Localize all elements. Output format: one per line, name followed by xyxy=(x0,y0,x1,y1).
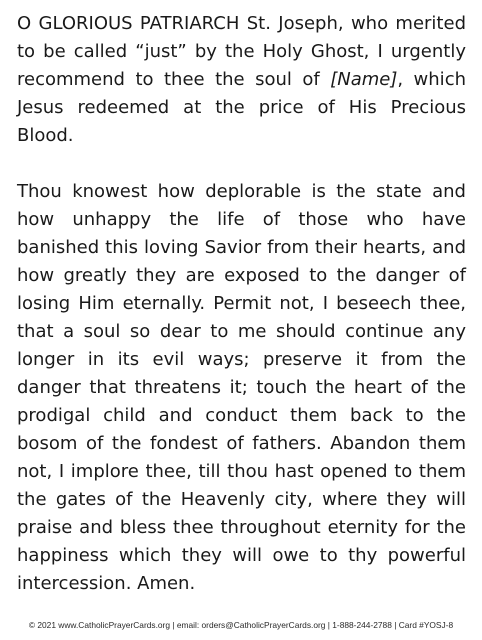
name-placeholder: [Name] xyxy=(330,69,398,90)
prayer-paragraph-1 xyxy=(17,10,466,150)
prayer-body xyxy=(17,10,466,598)
prayer-text-after-name: , which Jesus redeemed at the price of His Precious Blood. xyxy=(17,69,466,146)
prayer-paragraph-2: Thou knowest how deplorable is the state and how unhappy the life of those who have banished this loving Savior from their hearts, and how greatly they are exposed to the danger of losing Him eternally. Permit not, I beseech thee, that a soul so dear to me should continue any longer in its evil ways; preserve it from the danger that threatens it; touch the heart of the prodigal child and conduct them back to the bosom of the fondest of fathers. Abandon them not, I implore thee, till thou hast opened to them the gates of the Heavenly city, where they will praise and bless thee throughout eternity for the happiness which they will owe to thy powerful intercession. Amen. xyxy=(17,181,466,594)
prayer-opening: O GLORIOUS PATRIARCH xyxy=(17,13,240,34)
prayer-text-before-name: St. Joseph, who merited to be called “just” by the Holy Ghost, I urgently recommend to thee the soul of xyxy=(17,13,466,90)
card-footer: © 2021 www.CatholicPrayerCards.org | email: orders@CatholicPrayerCards.org | 1-888-244-2788 | Card #YOSJ-8 xyxy=(28,620,454,630)
